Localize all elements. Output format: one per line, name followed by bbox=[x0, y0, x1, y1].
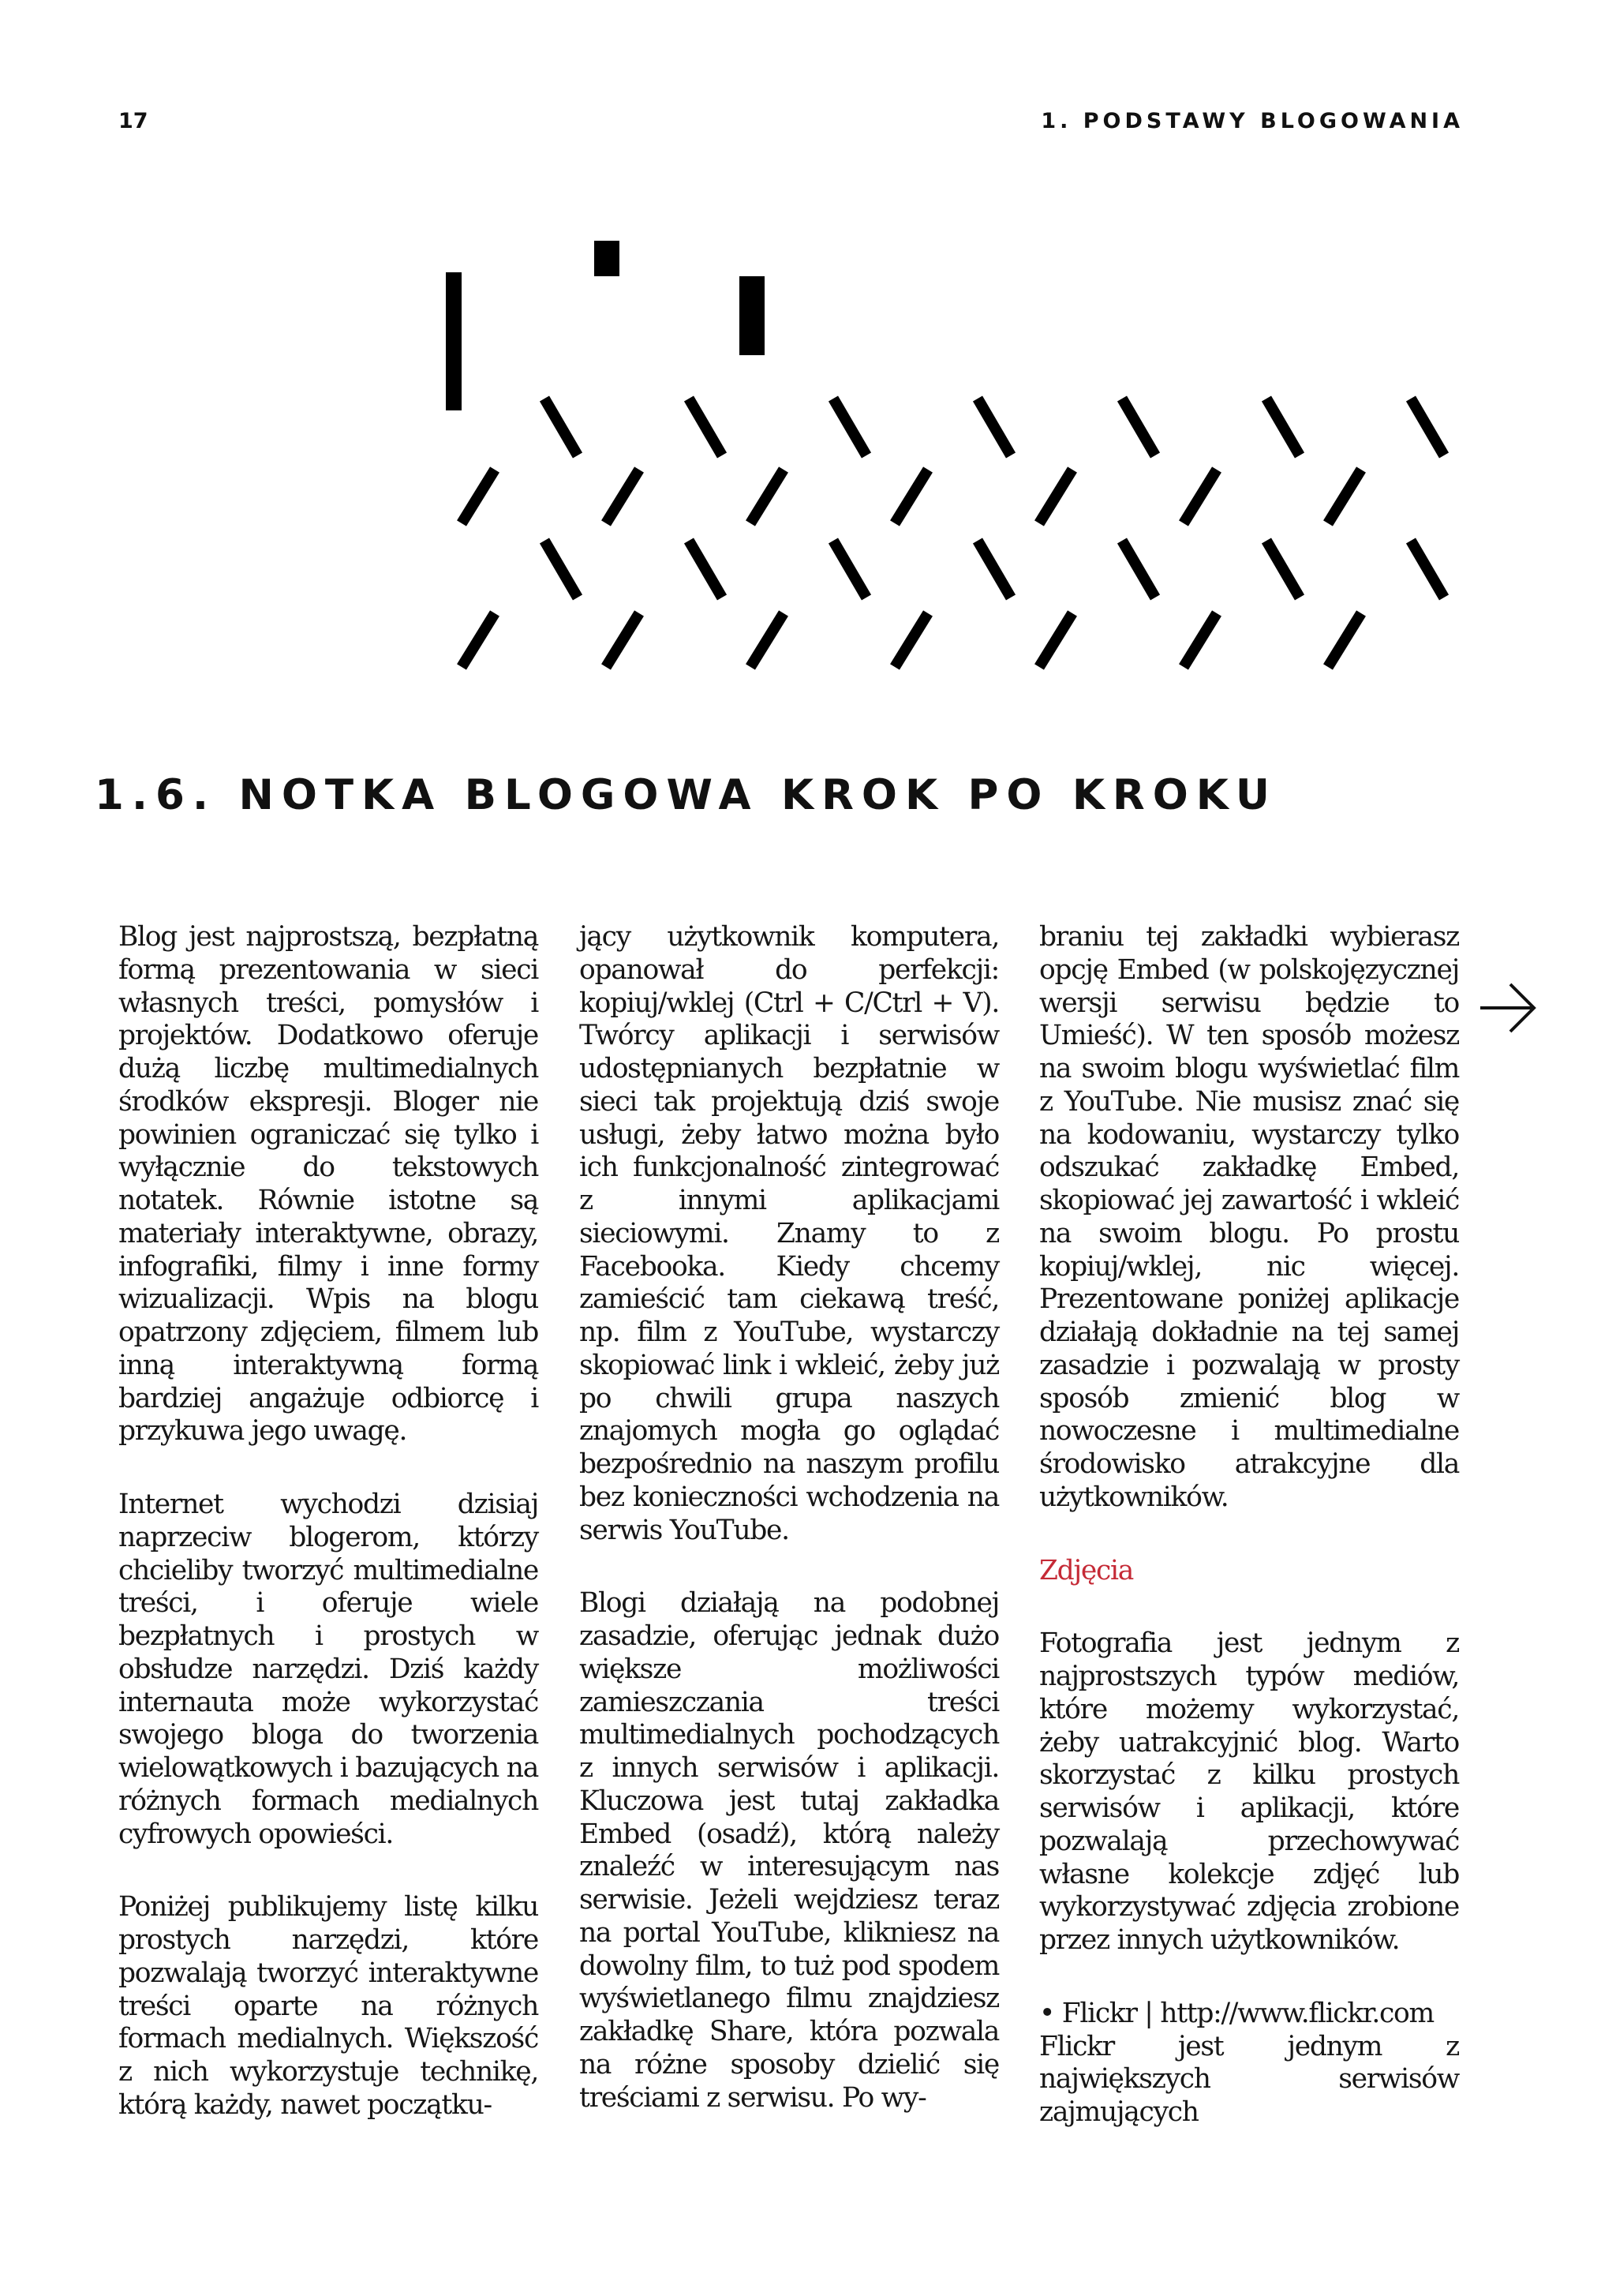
pattern-dash bbox=[544, 399, 578, 455]
pattern-bar bbox=[446, 272, 462, 410]
paragraph: Fotografia jest jednym z najprostszych typów mediów, które możemy wykorzystać, żeby uatrakcyjnić blog. Warto skorzystać z kilku prostych serwisów i aplikacji, które pozwalają przechowywać własne kolekcje zdjęć lub wykorzystywać zdjęcia zrobione przez innych użytkowników. bbox=[1039, 1627, 1459, 1956]
arrow-right-icon bbox=[1477, 980, 1539, 1036]
text-column-3 bbox=[1039, 921, 1459, 2170]
pattern-dash bbox=[544, 541, 578, 597]
pattern-dash bbox=[895, 470, 928, 523]
pattern-dash bbox=[750, 613, 784, 667]
pattern-dash bbox=[1184, 470, 1217, 523]
chapter-title: 1. PODSTAWY BLOGOWANIA bbox=[1041, 109, 1464, 133]
pattern-dash bbox=[689, 399, 722, 455]
pattern-bar bbox=[739, 276, 765, 355]
pattern-dash bbox=[1039, 613, 1072, 667]
pattern-bar bbox=[594, 241, 619, 276]
pattern-dash bbox=[1411, 399, 1444, 455]
pattern-dash bbox=[689, 541, 722, 597]
pattern-dash bbox=[833, 399, 866, 455]
pattern-dash bbox=[462, 613, 495, 667]
pattern-dash bbox=[978, 541, 1011, 597]
paragraph: Internet wychodzi dzisiaj naprzeciw blogerom, którzy chcieliby tworzyć multimedialne treści, i oferuje wiele bezpłatnych i prostych w obsłudze narzędzi. Dziś każdy internauta może wykorzystać swojego bloga do tworzenia wielowątkowych i bazujących na różnych formach medialnych cyfrowych opowieści. bbox=[118, 1489, 538, 1850]
text-column-2 bbox=[579, 921, 999, 2155]
pattern-dash bbox=[606, 470, 639, 523]
pattern-dash bbox=[1122, 541, 1155, 597]
pattern-dash bbox=[1328, 470, 1361, 523]
pattern-dash bbox=[1266, 541, 1300, 597]
pattern-dash bbox=[833, 541, 866, 597]
paragraph: braniu tej zakładki wybierasz opcję Embed (w polskojęzycznej wersji serwisu będzie to Umieść). W ten sposób możesz na swoim blogu wyświetlać film z YouTube. Nie musisz znać się na kodowaniu, wystarczy tylko odszukać zakładkę Embed, skopiować jej zawartość i wkleić na swoim blogu. Po prostu kopiuj/wklej, nic więcej. Prezentowane poniżej aplikacje działają dokładnie na tej samej zasadzie i pozwalają w prosty sposób zmienić blog w nowoczesne i multimedialne środowisko atrakcyjne dla użytkowników. bbox=[1039, 921, 1459, 1513]
text-column-1 bbox=[118, 921, 538, 2163]
section-title: 1.6. NOTKA BLOGOWA KROK PO KROKU bbox=[95, 771, 1277, 819]
pattern-dash bbox=[1184, 613, 1217, 667]
pattern-dash bbox=[1039, 470, 1072, 523]
page-number: 17 bbox=[118, 109, 148, 133]
bullet-item-flickr: • Flickr | http://www.flickr.com bbox=[1039, 1997, 1434, 2029]
paragraph: Blogi działają na podobnej zasadzie, oferując jednak dużo większe możliwości zamieszczania treści multimedialnych pochodzących z innych serwisów i aplikacji. Kluczowa jest tutaj zakładka Embed (osadź), którą należy znaleźć w interesującym nas serwisie. Jeżeli wejdziesz teraz na portal YouTube, klikniesz na dowolny film, to tuż pod spodem wyświetlanego filmu znajdziesz zakładkę Share, która pozwala na różne sposoby dzielić się treściami z serwisu. Po wy- bbox=[579, 1587, 999, 2114]
pattern-dash bbox=[1122, 399, 1155, 455]
paragraph: jący użytkownik komputera, opanował do perfekcji: kopiuj/wklej (Ctrl + C/Ctrl + V). Twórcy aplikacji i serwisów udostępnianych bezpłatnie w sieci tak projektują dziś swoje usługi, żeby łatwo można było ich funkcjonalność zintegrować z innymi aplikacjami sieciowymi. Znamy to z Facebooka. Kiedy chcemy zamieścić tam ciekawą treść, np. film z YouTube, wystarczy skopiować link i wkleić, żeby już po chwili grupa naszych znajomych mogła go oglądać bezpośrednio na naszym profilu bez konieczności wchodzenia na serwis YouTube. bbox=[579, 921, 999, 1546]
paragraph: Blog jest najprostszą, bezpłatną formą prezentowania w sieci własnych treści, pomysłów i projektów. Dodatkowo oferuje dużą liczbę multimedialnych środków ekspresji. Bloger nie powinien ograniczać się tylko i wyłącznie do tekstowych notatek. Równie istotne są materiały interaktywne, obrazy, infografiki, filmy i inne formy wizualizacji. Wpis na blogu opatrzony zdjęciem, filmem lub inną interaktywną formą bardziej angażuje odbiorcę i przykuwa jego uwagę. bbox=[118, 921, 538, 1448]
pattern-dash bbox=[1328, 613, 1361, 667]
pattern-dash bbox=[1266, 399, 1300, 455]
pattern-dash bbox=[462, 470, 495, 523]
paragraph: Poniżej publikujemy listę kilku prostych narzędzi, które pozwalają tworzyć interaktywne treści oparte na różnych formach medialnych. Większość z nich wykorzystuje technikę, którą każdy, nawet początku- bbox=[118, 1891, 538, 2121]
pattern-dash bbox=[606, 613, 639, 667]
pattern-dash bbox=[1411, 541, 1444, 597]
pattern-dash bbox=[978, 399, 1011, 455]
subheading-photos: Zdjęcia bbox=[1039, 1554, 1133, 1586]
paragraph: Flickr jest jednym z największych serwisów zajmujących bbox=[1039, 2030, 1459, 2128]
pattern-dash bbox=[750, 470, 784, 523]
pattern-dash bbox=[895, 613, 928, 667]
dash-pattern-graphic bbox=[438, 233, 1464, 691]
